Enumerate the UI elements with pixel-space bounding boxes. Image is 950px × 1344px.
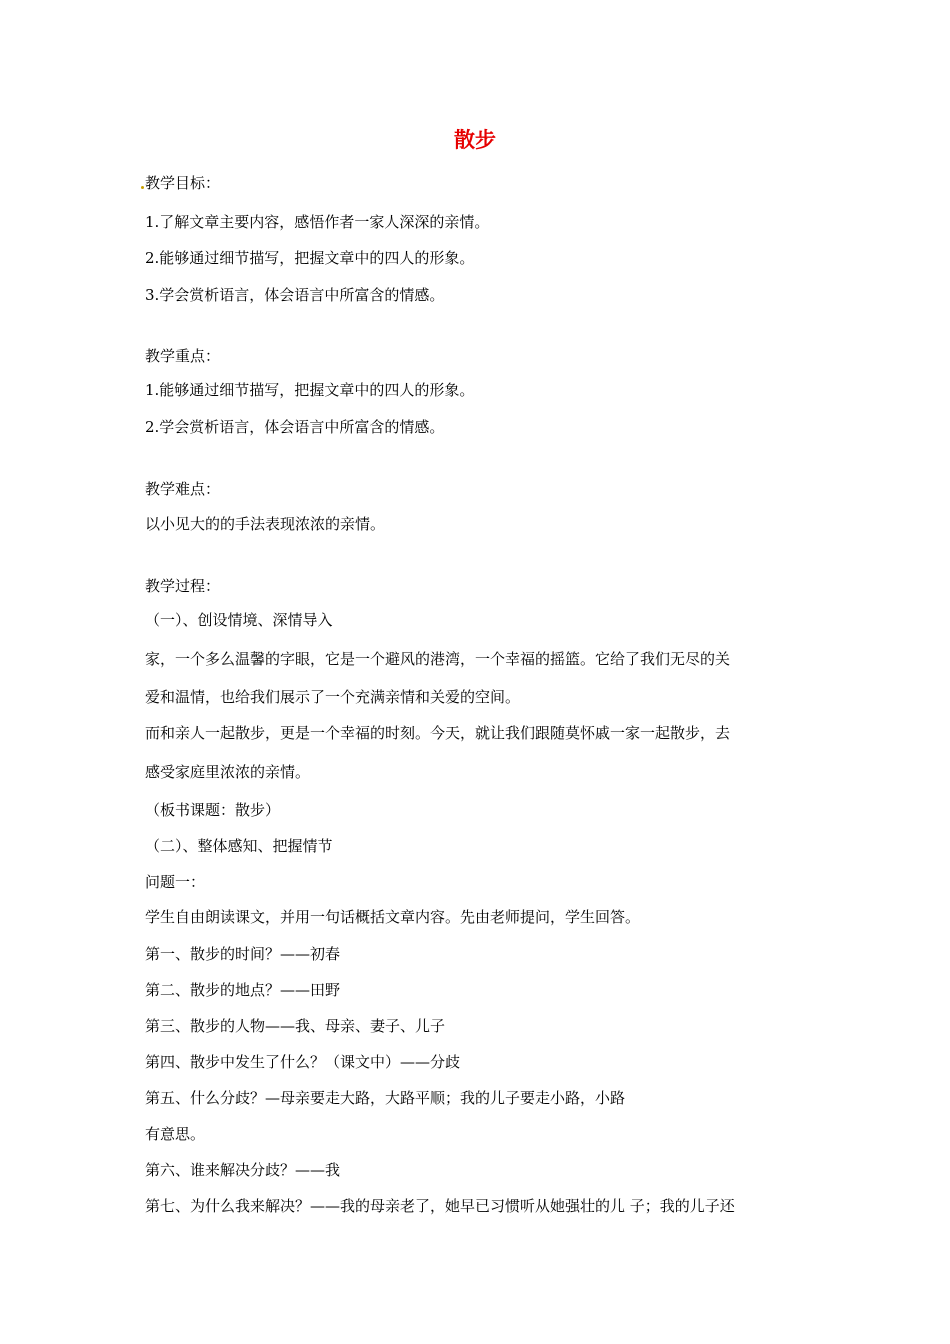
objective-2: 2.能够通过细节描写，把握文章中的四人的形象。 <box>145 249 475 267</box>
objective-1: 1.了解文章主要内容，感悟作者一家人深深的亲情。 <box>145 213 490 231</box>
body-paragraph-line: 而和亲人一起散步，更是一个幸福的时刻。今天，就让我们跟随莫怀戚一家一起散步，去 <box>145 724 731 742</box>
document-title: 散步 <box>454 128 496 152</box>
body-paragraph-line: 家，一个多么温馨的字眼，它是一个避风的港湾，一个幸福的摇篮。它给了我们无尽的关 <box>145 650 731 668</box>
key-point-1: 1.能够通过细节描写，把握文章中的四人的形象。 <box>145 381 475 399</box>
list-item: 第六、谁来解决分歧？——我 <box>145 1161 341 1179</box>
list-item: 第三、散步的人物——我、母亲、妻子、儿子 <box>145 1017 446 1035</box>
section-heading-difficulties: 教学难点： <box>145 480 221 498</box>
list-item: 第二、散步的地点？——田野 <box>145 981 341 999</box>
list-item: 第五、什么分歧？—母亲要走大路，大路平顺；我的儿子要走小路，小路 <box>145 1089 626 1107</box>
objective-3: 3.学会赏析语言，体会语言中所富含的情感。 <box>145 286 445 304</box>
section-heading-process: 教学过程： <box>145 577 221 595</box>
list-item: 第一、散步的时间？——初春 <box>145 945 341 963</box>
body-paragraph-line: 爱和温情，也给我们展示了一个充满亲情和关爱的空间。 <box>145 688 521 706</box>
list-item-continuation: 有意思。 <box>145 1125 206 1143</box>
margin-mark <box>141 186 144 189</box>
board-title-note: （板书课题：散步） <box>145 801 281 819</box>
process-step-1-heading: （一）、创设情境、深情导入 <box>145 611 333 629</box>
difficulty-1: 以小见大的的手法表现浓浓的亲情。 <box>145 515 386 533</box>
section-heading-key-points: 教学重点： <box>145 347 221 365</box>
body-paragraph-line: 感受家庭里浓浓的亲情。 <box>145 763 311 781</box>
question-text: 学生自由朗读课文，并用一句话概括文章内容。先由老师提问，学生回答。 <box>145 908 641 926</box>
question-label: 问题一： <box>145 873 206 891</box>
list-item: 第四、散步中发生了什么？（课文中）——分歧 <box>145 1053 461 1071</box>
key-point-2: 2.学会赏析语言，体会语言中所富含的情感。 <box>145 418 445 436</box>
section-heading-objectives: 教学目标： <box>145 174 221 192</box>
process-step-2-heading: （二）、整体感知、把握情节 <box>145 837 333 855</box>
list-item: 第七、为什么我来解决？——我的母亲老了，她早已习惯听从她强壮的儿 子；我的儿子还 <box>145 1197 735 1215</box>
